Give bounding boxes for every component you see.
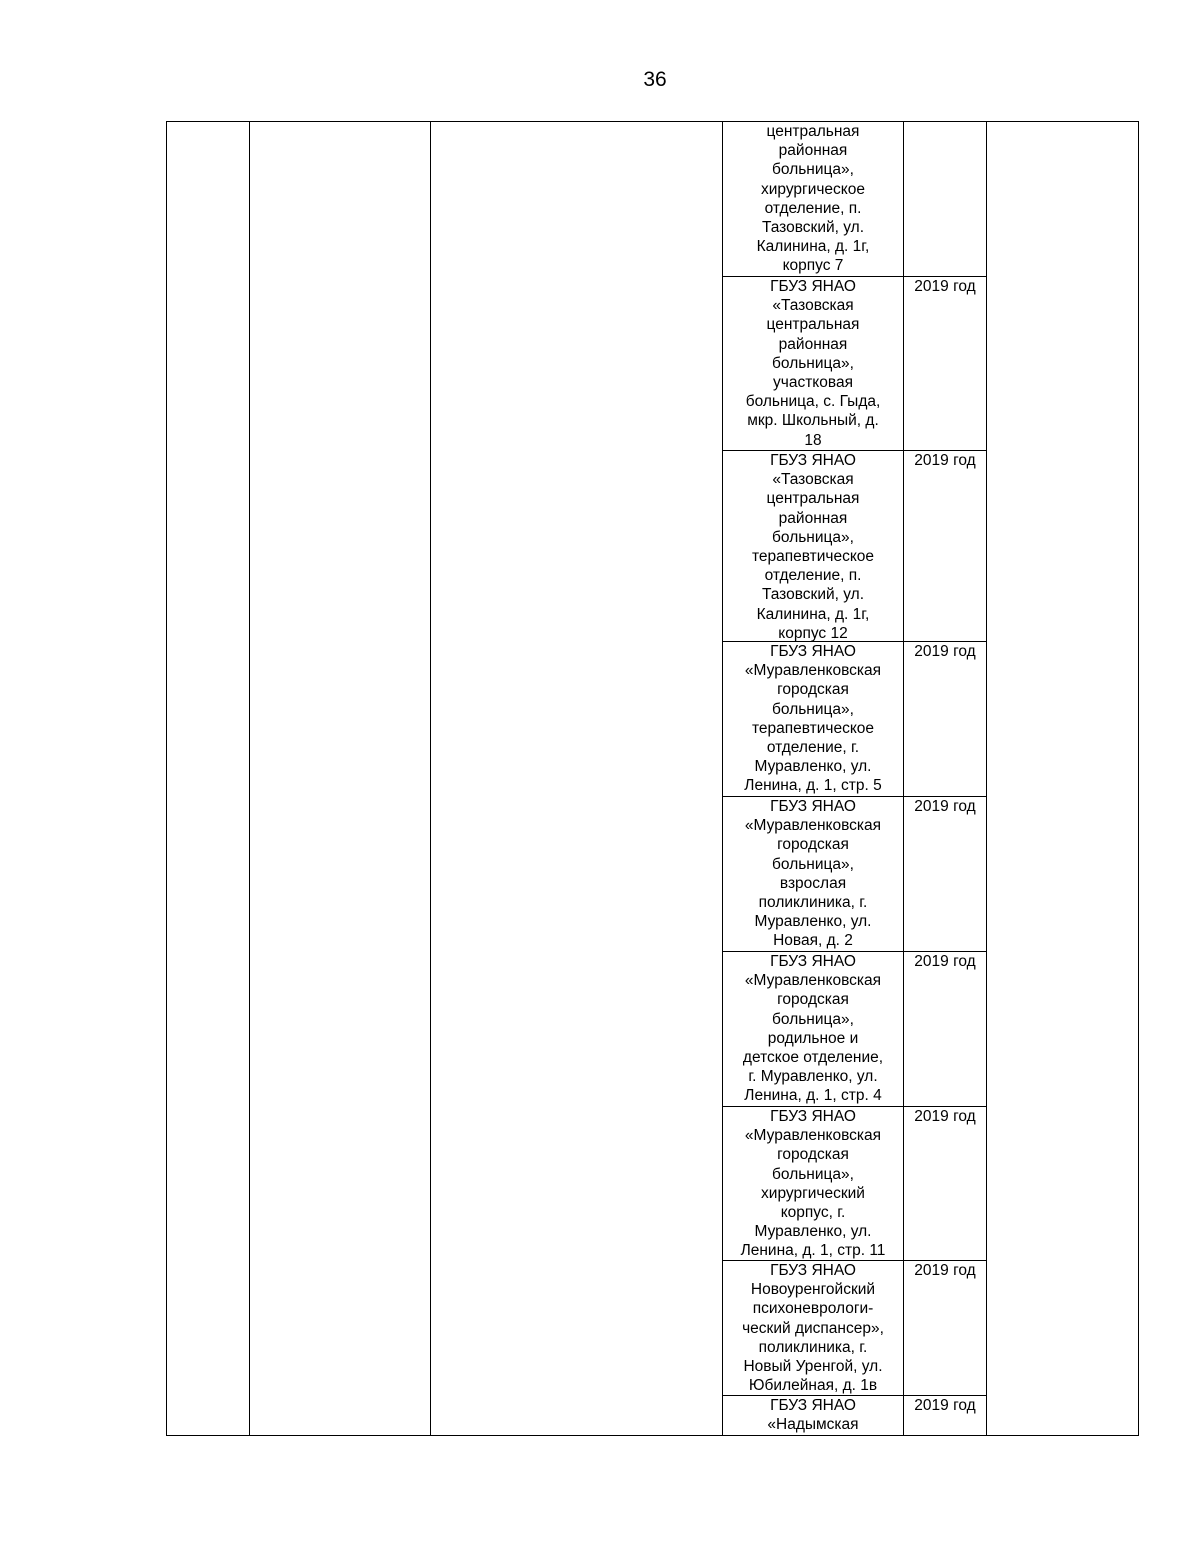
column-border — [903, 121, 904, 1436]
facility-text-line: «Муравленковская — [744, 1127, 882, 1145]
year-cell: 2019 год — [914, 1108, 976, 1125]
facility-text-line: ГБУЗ ЯНАО — [770, 278, 856, 295]
facility-text-line: мкр. Школьный, д. — [747, 412, 879, 430]
facility-text-line: Новая, д. 2 — [773, 932, 853, 950]
facility-text-line: ГБУЗ ЯНАО — [770, 798, 856, 815]
column-border — [430, 121, 431, 1436]
facility-cell — [723, 952, 903, 1106]
facility-text-line: «Тазовская — [772, 297, 854, 315]
facility-text-line: больница», — [772, 700, 854, 718]
column-border — [986, 121, 987, 1436]
facility-cell — [723, 1261, 903, 1395]
facility-text-line: городская — [777, 1146, 849, 1164]
facility-text-line: терапевтическое — [751, 548, 875, 566]
facility-cell — [723, 1107, 903, 1261]
facility-text-line: г. Муравленко, ул. — [748, 1068, 878, 1086]
facility-text-line: центральная — [766, 316, 860, 334]
facility-text-line: ГБУЗ ЯНАО — [770, 643, 856, 660]
facility-text-line: больница», — [772, 354, 854, 372]
facility-text-line: Новоуренгойский — [750, 1281, 876, 1299]
facility-text-line: городская — [777, 836, 849, 854]
facility-text-line: Муравленко, ул. — [754, 1223, 872, 1241]
facility-text-line: Юбилейная, д. 1в — [748, 1377, 878, 1395]
facility-text-line: поликлиника, г. — [758, 894, 868, 912]
facility-text-line: ГБУЗ ЯНАО — [770, 1262, 856, 1279]
year-cell: 2019 год — [914, 278, 976, 295]
facility-text-line: ГБУЗ ЯНАО — [770, 953, 856, 970]
year-cell: 2019 год — [914, 1262, 976, 1279]
facility-text-line: «Муравленковская — [744, 662, 882, 680]
facility-cell — [723, 451, 903, 643]
facility-text-line: больница», — [772, 1010, 854, 1028]
facility-text-line: больница», — [772, 528, 854, 546]
column-border — [1138, 121, 1139, 1436]
column-border — [166, 121, 167, 1436]
facility-text-line: ческий диспансер», — [742, 1319, 884, 1337]
facility-text-line: хирургическое — [760, 180, 865, 198]
facility-text-line: корпус 12 — [778, 624, 848, 642]
facility-text-line: городская — [777, 681, 849, 699]
facility-text-line: терапевтическое — [751, 719, 875, 737]
facility-text-line: ГБУЗ ЯНАО — [770, 1108, 856, 1125]
facility-text-line: Ленина, д. 1, стр. 11 — [740, 1242, 886, 1260]
facility-text-line: городская — [777, 991, 849, 1009]
facility-text-line: больница», — [772, 161, 854, 179]
facility-cell — [723, 122, 903, 276]
facility-text-line: районная — [778, 142, 848, 160]
facility-text-line: корпус 7 — [782, 257, 844, 275]
facility-text-line: детское отделение, — [742, 1049, 884, 1067]
facility-text-line: Новый Уренгой, ул. — [743, 1358, 883, 1376]
year-cell: 2019 год — [914, 1397, 976, 1414]
facilities-table — [166, 121, 1139, 1436]
table-bottom-border — [166, 1435, 1139, 1436]
facility-text-line: «Муравленковская — [744, 817, 882, 835]
page-number: 36 — [643, 68, 667, 91]
facility-text-line: Тазовский, ул. — [761, 219, 865, 237]
facility-text-line: Калинина, д. 1г, — [756, 238, 870, 256]
facility-text-line: центральная — [766, 123, 860, 140]
facility-text-line: ГБУЗ ЯНАО — [770, 452, 856, 469]
facility-text-line: «Надымская — [767, 1416, 859, 1434]
facility-text-line: участковая — [773, 374, 853, 392]
facility-text-line: ГБУЗ ЯНАО — [770, 1397, 856, 1414]
facility-text-line: больница», — [772, 1165, 854, 1183]
facility-text-line: Ленина, д. 1, стр. 5 — [744, 777, 882, 795]
facility-text-line: взрослая — [779, 874, 847, 892]
facility-text-line: Калинина, д. 1г, — [756, 605, 870, 623]
facility-text-line: 18 — [804, 431, 822, 449]
year-cell: 2019 год — [914, 452, 976, 469]
facility-text-line: Ленина, д. 1, стр. 4 — [744, 1087, 882, 1105]
facility-cell — [723, 642, 903, 796]
facility-text-line: «Муравленковская — [744, 972, 882, 990]
facility-text-line: районная — [778, 335, 848, 353]
facility-cell — [723, 1396, 903, 1434]
facility-text-line: психоневрологи- — [752, 1300, 874, 1318]
year-cell: 2019 год — [914, 953, 976, 970]
year-cell: 2019 год — [914, 798, 976, 815]
facility-text-line: корпус, г. — [780, 1204, 846, 1222]
table-top-border — [166, 121, 1139, 122]
facility-text-line: Муравленко, ул. — [754, 913, 872, 931]
facility-text-line: больница, с. Гыда, — [745, 393, 881, 411]
facility-text-line: родильное и — [767, 1029, 859, 1047]
facility-text-line: «Тазовская — [772, 471, 854, 489]
facility-text-line: Тазовский, ул. — [761, 586, 865, 604]
facility-text-line: отделение, п. — [764, 199, 862, 217]
year-cell: 2019 год — [914, 643, 976, 660]
facility-text-line: Муравленко, ул. — [754, 758, 872, 776]
facility-text-line: хирургический — [761, 1184, 865, 1202]
facility-text-line: поликлиника, г. — [758, 1338, 868, 1356]
facility-text-line: отделение, п. — [764, 567, 862, 585]
facility-text-line: центральная — [766, 490, 860, 508]
facility-cell — [723, 797, 903, 951]
facility-cell — [723, 277, 903, 450]
facility-text-line: отделение, г. — [766, 739, 860, 757]
column-border — [249, 121, 250, 1436]
facility-text-line: больница», — [772, 855, 854, 873]
facility-text-line: районная — [778, 509, 848, 527]
